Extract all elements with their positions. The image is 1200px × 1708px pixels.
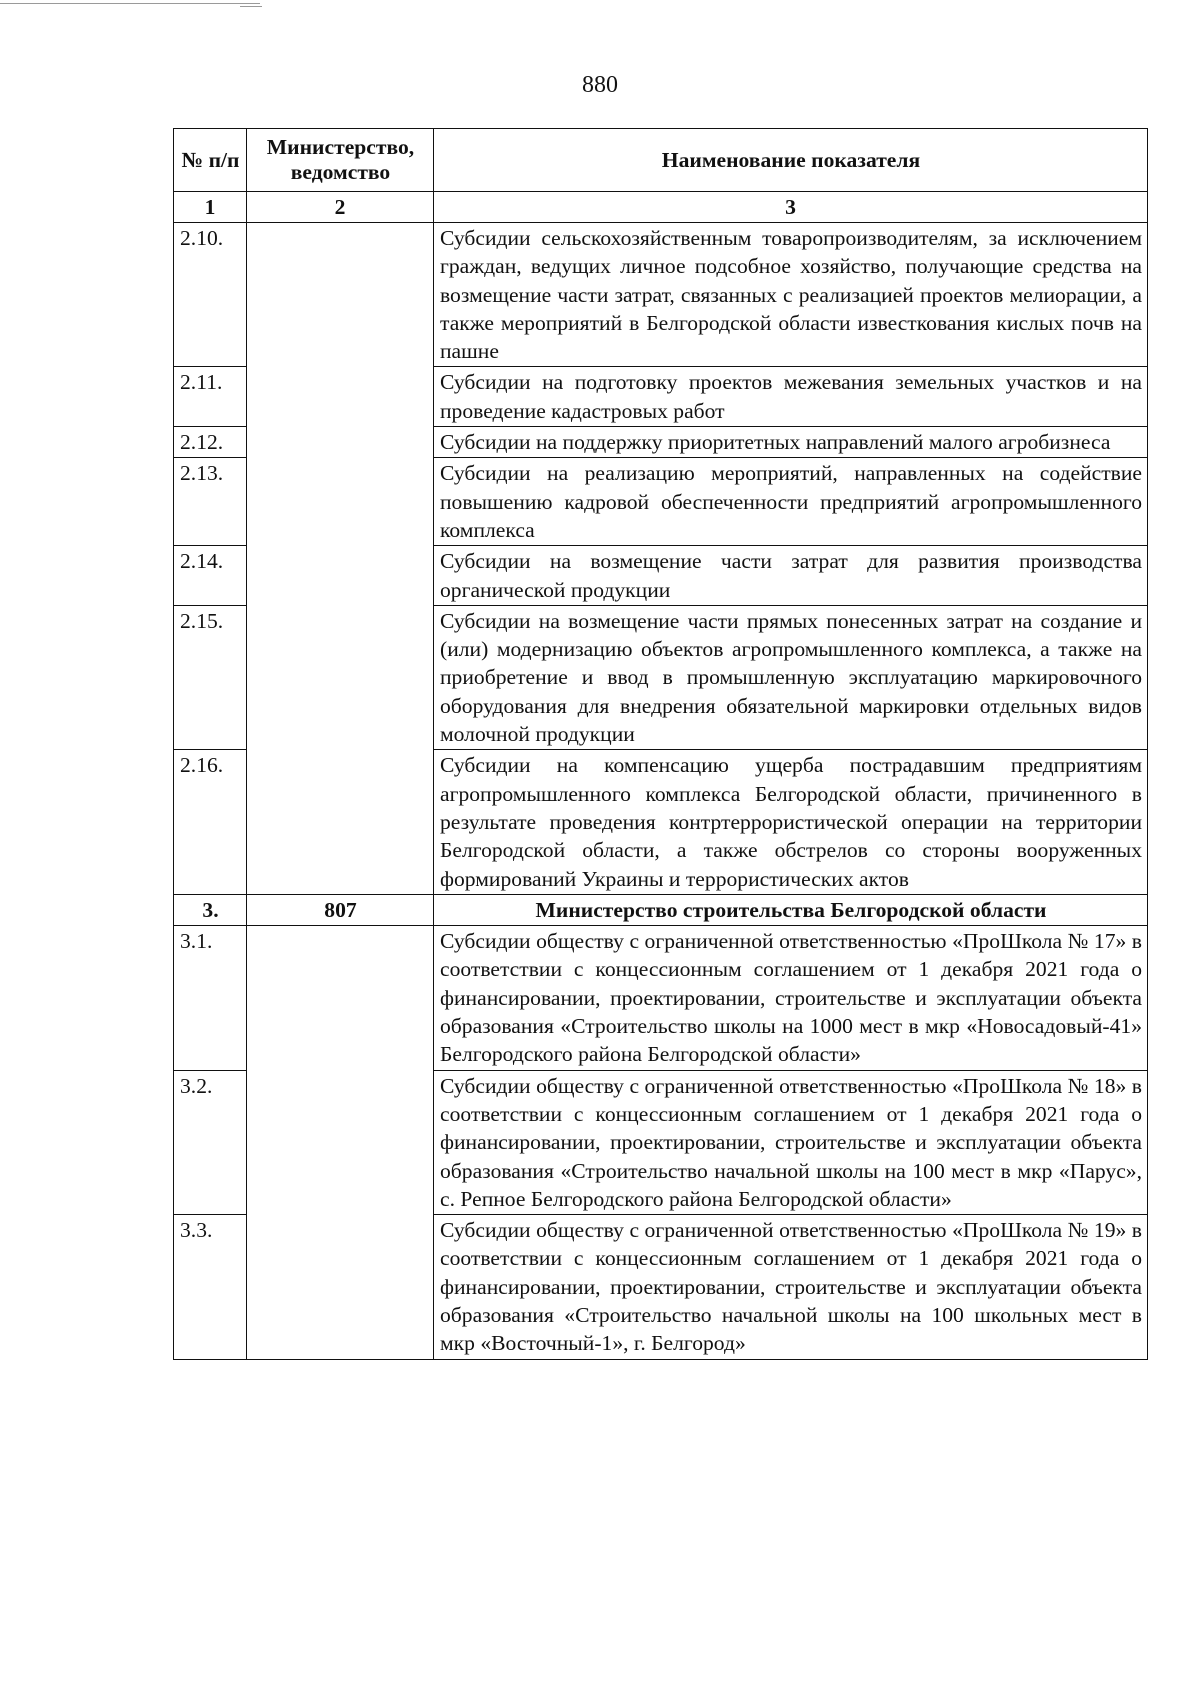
column-number: 1 [174,192,247,223]
item-number: 2.13. [174,458,247,546]
indicator-description: Субсидии на реализацию мероприятий, направленных на содействие повышению кадровой обеспеченности предприятий агропромышленного комплекса [434,458,1148,546]
ministry-cell [247,223,434,895]
indicators-table [173,128,1148,1360]
indicator-description: Субсидии на возмещение части прямых понесенных затрат на создание и (или) модернизацию объектов агропромышленного комплекса, а также на приобретение и ввод в промышленную эксплуатацию маркировочного оборудования для внедрения обязательной маркировки отдельных видов молочной продукции [434,605,1148,749]
header-item-number: № п/п [174,129,247,192]
section-header-row [174,894,1148,925]
item-number: 3.2. [174,1070,247,1214]
indicator-description: Субсидии обществу с ограниченной ответственностью «ПроШкола № 17» в соответствии с концессионным соглашением от 1 декабря 2021 года о финансировании, проектировании, строительстве и эксплуатации объекта образования «Строительство школы на 1000 мест в мкр «Новосадовый-41» Белгородского района Белгородской области» [434,926,1148,1070]
table-header-row [174,129,1148,192]
section-number: 3. [174,894,247,925]
indicator-description: Субсидии на поддержку приоритетных направлений малого агробизнеса [434,427,1148,458]
ministry-cell [247,926,434,1359]
item-number: 2.14. [174,546,247,606]
indicator-description: Субсидии сельскохозяйственным товаропроизводителям, за исключением граждан, ведущих личное подсобное хозяйство, получающие средства на возмещение части затрат, связанных с реализацией проектов мелиорации, а также мероприятий в Белгородской области известкования кислых почв на пашне [434,223,1148,367]
header-ministry: Министерство, ведомство [247,129,434,192]
page-number: 880 [582,72,618,98]
scan-edge-line [0,3,260,4]
section-title: Министерство строительства Белгородской области [434,894,1148,925]
item-number: 2.15. [174,605,247,749]
item-number: 2.10. [174,223,247,367]
table-row [174,223,1148,367]
indicator-description: Субсидии на подготовку проектов межевания земельных участков и на проведение кадастровых работ [434,367,1148,427]
section-ministry-code: 807 [247,894,434,925]
table-row [174,926,1148,1070]
column-number: 3 [434,192,1148,223]
indicator-description: Субсидии на возмещение части затрат для развития производства органической продукции [434,546,1148,606]
indicator-description: Субсидии обществу с ограниченной ответственностью «ПроШкола № 18» в соответствии с концессионным соглашением от 1 декабря 2021 года о финансировании, проектировании, строительстве и эксплуатации объекта образования «Строительство начальной школы на 100 мест в мкр «Парус», с. Репное Белгородского района Белгородской области» [434,1070,1148,1214]
header-indicator-name: Наименование показателя [434,129,1148,192]
item-number: 2.16. [174,750,247,894]
item-number: 3.1. [174,926,247,1070]
scan-edge-line [240,6,262,7]
item-number: 3.3. [174,1215,247,1359]
item-number: 2.11. [174,367,247,427]
item-number: 2.12. [174,427,247,458]
indicator-description: Субсидии обществу с ограниченной ответственностью «ПроШкола № 19» в соответствии с концессионным соглашением от 1 декабря 2021 года о финансировании, проектировании, строительстве и эксплуатации объекта образования «Строительство начальной школы на 100 школьных мест в мкр «Восточный-1», г. Белгород» [434,1215,1148,1359]
column-number-row [174,192,1148,223]
column-number: 2 [247,192,434,223]
indicator-description: Субсидии на компенсацию ущерба пострадавшим предприятиям агропромышленного комплекса Белгородской области, причиненного в результате проведения контртеррористической операции на территории Белгородской области, а также обстрелов со стороны вооруженных формирований Украины и террористических актов [434,750,1148,894]
